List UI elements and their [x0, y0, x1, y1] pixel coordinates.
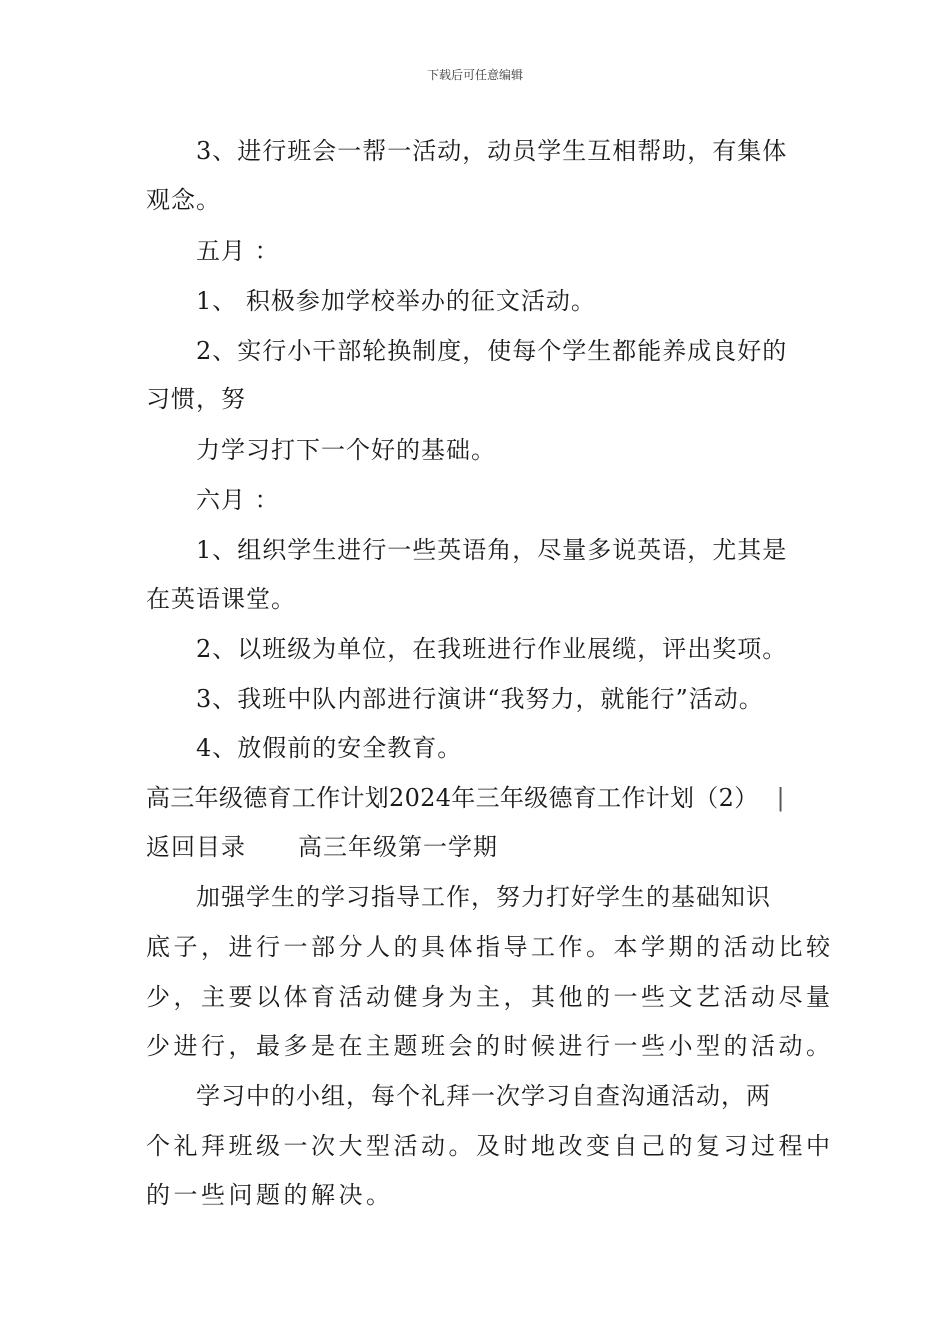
section-title: 高三年级第一学期	[298, 833, 498, 861]
text-line: 观念。	[146, 186, 221, 214]
paragraph-line: 学习中的小组，每个礼拜一次学习自查沟通活动，两	[196, 1082, 771, 1110]
text-line: 1、组织学生进行一些英语角，尽量多说英语，尤其是	[196, 536, 788, 564]
paragraph-line: 加强学生的学习指导工作，努力打好学生的基础知识	[196, 883, 771, 911]
text-line: 习惯，努	[146, 385, 246, 413]
text-line: 3、进行班会一帮一活动，动员学生互相帮助，有集体	[196, 137, 788, 165]
text-line: 2、以班级为单位，在我班进行作业展缆，评出奖项。	[196, 635, 788, 663]
toc-row	[146, 832, 498, 862]
paragraph-line: 的一些问题的解决。	[146, 1181, 394, 1209]
month-heading: 五月 ：	[196, 237, 280, 265]
paragraph-line: 底子，进行一部分人的具体指导工作。本学期的活动比较	[146, 933, 834, 961]
text-line: 在英语课堂。	[146, 585, 296, 613]
paragraph-line: 少进行，最多是在主题班会的时候进行一些小型的活动。	[146, 1032, 834, 1060]
text-line: 3、我班中队内部进行演讲“我努力，就能行”活动。	[196, 685, 764, 713]
back-to-contents-link[interactable]: 返回目录	[146, 833, 246, 861]
page-header: 下载后可任意编辑	[426, 68, 523, 82]
month-heading: 六月 ：	[196, 486, 280, 514]
separator: |	[776, 784, 785, 812]
text-line: 力学习打下一个好的基础。	[196, 436, 496, 464]
text-line: 1、 积极参加学校举办的征文活动。	[196, 287, 596, 315]
paragraph-line: 少，主要以体育活动健身为主，其他的一些文艺活动尽量	[146, 983, 834, 1011]
plan-link[interactable]: 高三年级德育工作计划2024年三年级德育工作计划（2）	[146, 784, 759, 812]
toc-row	[146, 783, 785, 813]
text-line: 4、放假前的安全教育。	[196, 734, 463, 762]
paragraph-line: 个礼拜班级一次大型活动。及时地改变自己的复习过程中	[146, 1132, 834, 1160]
text-line: 2、实行小干部轮换制度，使每个学生都能养成良好的	[196, 337, 788, 365]
